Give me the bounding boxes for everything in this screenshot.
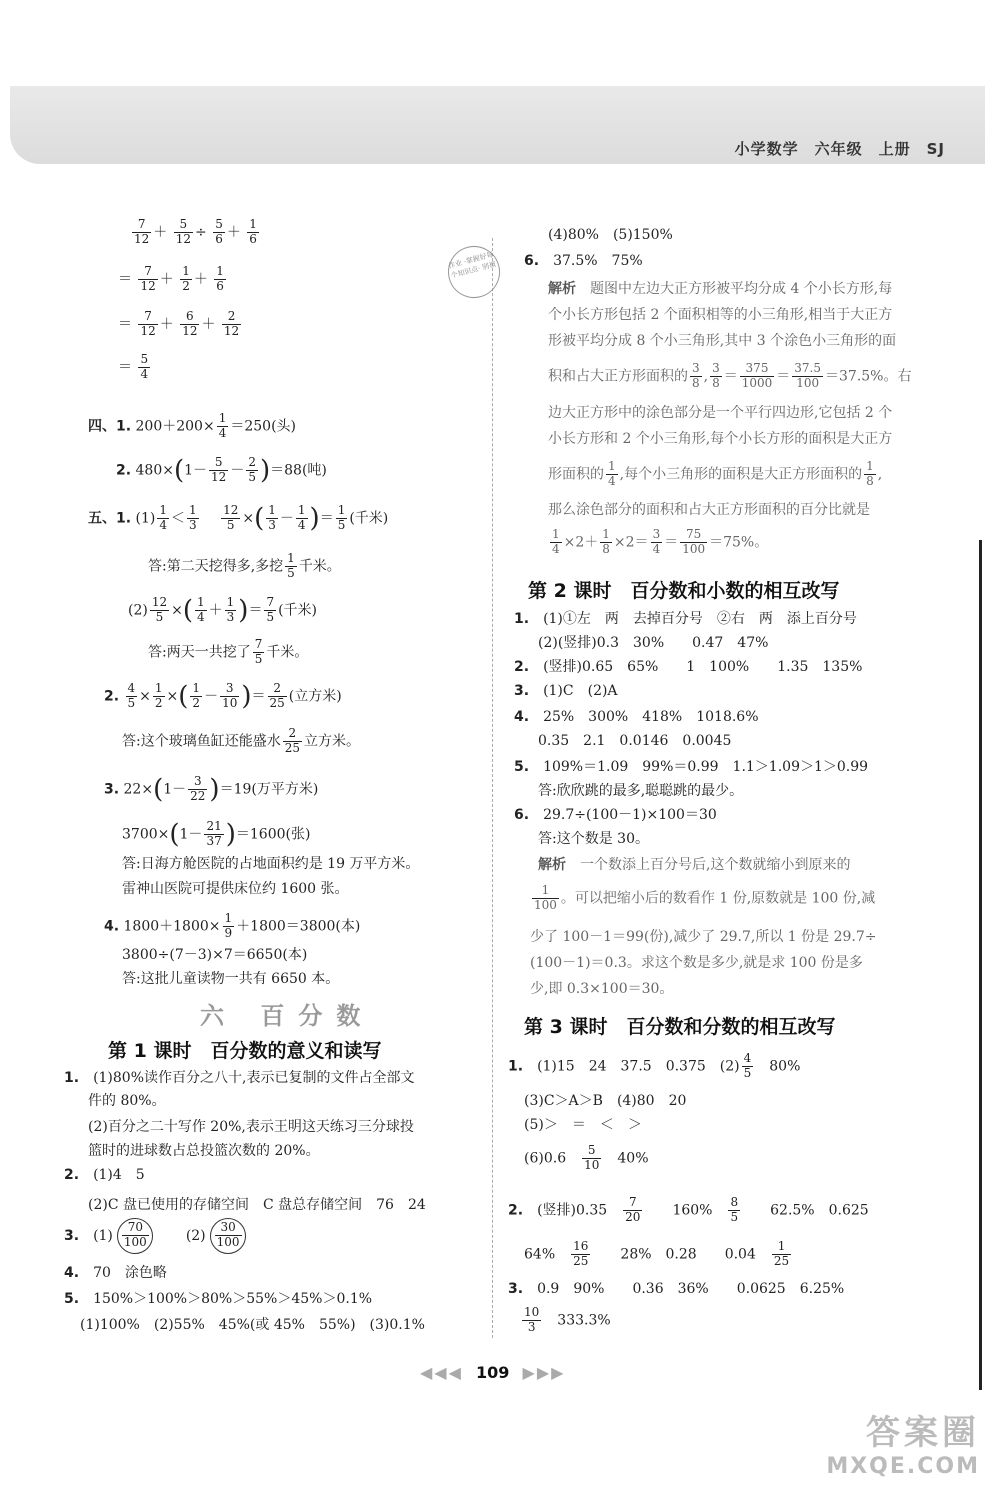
l2-q4-b: 0.35 2.1 0.0146 0.0045 <box>538 733 732 749</box>
r-q5-cont: (4)80% (5)150% <box>548 227 673 243</box>
l1-q1-a: 1. (1)80%读作百分之八十,表示已复制的文件占全部文 <box>64 1070 415 1086</box>
r-q6-analysis-9: $\frac{1}{4}$ ×2＋ $\frac{1}{8}$ ×2＝ $\frac{3}{4}$ ＝ $\frac{75}{100}$ ＝75%。 <box>552 527 769 556</box>
l2-q2: 2. (竖排)0.65 65% 1 100% 1.35 135% <box>514 659 863 675</box>
s5-q2-answer: 答:这个玻璃鱼缸还能盛水 $\frac{2}{25}$ 立方米。 <box>122 726 360 755</box>
l1-q1-b: 件的 80%。 <box>88 1093 166 1109</box>
lesson-1-title: 第 1 课时 百分数的意义和读写 <box>108 1040 382 1062</box>
s5-q3-b: 3700×(1－ $\frac{21}{37}$ )＝1600(张) <box>122 819 311 850</box>
r-q6-analysis-5: 边大正方形中的涂色部分是一个平行四边形,它包括 2 个 <box>548 405 893 421</box>
s5-q2: 2. $\frac{4}{5}$ × $\frac{1}{2}$ ×( $\frac{1}{2}$ － $\frac{3}{10}$ )＝ $\frac{2}{25}$ (立方米) <box>104 681 342 712</box>
s4-q2: 2. 480×(1－ $\frac{5}{12}$ － $\frac{2}{5}$ )＝88(吨) <box>116 455 327 486</box>
l2-q6-analysis-2: $\frac{1}{100}$ 。可以把缩小后的数看作 1 份,原数就是 100 份,减 <box>534 883 876 912</box>
right-arrows-icon: ▶▶▶ <box>522 1363 566 1382</box>
r-q6-analysis-7: 形面积的 $\frac{1}{4}$ ,每个小三角形的面积是大正方形面积的 $\frac{1}{8}$ , <box>548 459 883 488</box>
r-q6: 6. 37.5% 75% <box>524 253 643 269</box>
l1-q4: 4. 70 涂色略 <box>64 1265 167 1281</box>
s5-q3: 3. 22×(1－ $\frac{3}{22}$ )＝19(万平方米) <box>104 774 319 805</box>
l3-q2-a: 2. (竖排)0.35 $\frac{7}{20}$ 160% $\frac{8}{5}$ 62.5% 0.625 <box>508 1195 869 1224</box>
l3-q1-d: (5)＞ ＝ ＜ ＞ <box>524 1117 642 1133</box>
l3-q1-a: 1. (1)15 24 37.5 0.375 (2) $\frac{4}{5}$ 80% <box>508 1051 801 1080</box>
lesson-3-title: 第 3 课时 百分数和分数的相互改写 <box>524 1016 836 1038</box>
circled-fraction-1: $\frac{70}{100}$ <box>117 1218 153 1254</box>
l2-q6-a: 6. 29.7÷(100－1)×100＝30 <box>514 807 717 823</box>
calc-line-2: ＝ $\frac{7}{12}$ ＋ $\frac{1}{2}$ ＋ $\frac{1}{6}$ <box>118 264 224 293</box>
l2-q4-a: 4. 25% 300% 418% 1018.6% <box>514 709 759 725</box>
s5-q1-2: (2) $\frac{12}{5}$ ×( $\frac{1}{4}$ ＋ $\frac{1}{3}$ )＝ $\frac{7}{5}$ (千米) <box>128 595 318 626</box>
s5-q1-1: 五、1. (1) $\frac{1}{4}$ ＜ $\frac{1}{3}$ $\frac{12}{5}$ ×( $\frac{1}{3}$ － $\frac{1}{4}$ )＝ $\frac{1}{5}$ (千米) <box>88 503 389 534</box>
l3-q1-c: (3)C＞A＞B (4)80 20 <box>524 1093 687 1109</box>
l2-q6-analysis-5: 少,即 0.3×100＝30。 <box>530 981 674 997</box>
column-divider <box>492 238 493 1338</box>
r-q6-analysis-3: 形被平均分成 8 个小三角形,其中 3 个涂色小三角形的面 <box>548 333 897 349</box>
l3-q2-b: 64% $\frac{16}{25}$ 28% 0.28 0.04 $\frac{1}{25}$ <box>524 1239 790 1268</box>
l3-q3-a: 3. 0.9 90% 0.36 36% 0.0625 6.25% <box>508 1281 845 1297</box>
l1-q1-d: 篮时的进球数占总投篮次数的 20%。 <box>88 1143 320 1159</box>
calc-line-4: ＝ $\frac{5}{4}$ <box>118 352 149 381</box>
l2-q6-analysis-4: (100－1)＝0.3。求这个数是多少,就是求 100 份是多 <box>530 955 863 971</box>
s5-q1-answer: 答:第二天挖得多,多挖 $\frac{1}{5}$ 千米。 <box>148 551 341 580</box>
r-q6-analysis-8: 那么涂色部分的面积和占大正方形面积的百分比就是 <box>548 502 870 518</box>
l2-q6-analysis-3: 少了 100－1＝99(份),减少了 29.7,所以 1 份是 29.7÷ <box>530 929 877 945</box>
lesson-2-title: 第 2 课时 百分数和小数的相互改写 <box>528 580 840 602</box>
r-q6-analysis-6: 小长方形和 2 个小三角形,每个小长方形的面积是大正方 <box>548 431 893 447</box>
r-q6-analysis-1: 解析 题图中左边大正方形被平均分成 4 个小长方形,每 <box>548 281 893 297</box>
l1-q5-b: (1)100% (2)55% 45%(或 45% 55%) (3)0.1% <box>80 1317 425 1333</box>
s4-q1: 四、1. 200＋200× $\frac{1}{4}$ ＝250(头) <box>88 411 296 440</box>
unit-title: 六 百分数 <box>200 1002 375 1030</box>
s5-q4-b: 3800÷(7－3)×7＝6650(本) <box>122 947 308 963</box>
l2-q3: 3. (1)C (2)A <box>514 683 618 699</box>
l2-q1-b: (2)(竖排)0.3 30% 0.47 47% <box>538 635 769 651</box>
l2-q6-analysis-1: 解析 一个数添上百分号后,这个数就缩小到原来的 <box>538 857 851 873</box>
l1-q1-c: (2)百分之二十写作 20%,表示王明这天练习三分球投 <box>88 1119 414 1135</box>
l2-q5-a: 5. 109%＝1.09 99%＝0.99 1.1＞1.09＞1＞0.99 <box>514 759 869 775</box>
s5-q3-answer-1: 答:日海方舱医院的占地面积约是 19 万平方米。 <box>122 856 420 872</box>
l2-q6-b: 答:这个数是 30。 <box>538 831 649 847</box>
circled-fraction-2: $\frac{30}{100}$ <box>210 1218 246 1254</box>
s5-q4-answer: 答:这批儿童读物一共有 6650 本。 <box>122 971 340 987</box>
s5-q1-2-answer: 答:两天一共挖了 $\frac{7}{5}$ 千米。 <box>148 637 309 666</box>
l3-q3-b: $\frac{10}{3}$ 333.3% <box>524 1305 611 1334</box>
page-edge-line <box>979 540 982 1390</box>
l2-q1-a: 1. (1)①左 两 去掉百分号 ②右 两 添上百分号 <box>514 611 857 627</box>
r-q6-analysis-2: 个小长方形包括 2 个面积相等的小三角形,相当于大正方 <box>548 307 893 323</box>
l1-q5-a: 5. 150%＞100%＞80%＞55%＞45%＞0.1% <box>64 1291 373 1307</box>
l1-q3: 3. (1) $\frac{70}{100}$ (2) $\frac{30}{100}$ <box>64 1218 246 1254</box>
page-number: ◀◀◀ 109 ▶▶▶ <box>420 1363 566 1382</box>
s5-q4: 4. 1800＋1800× $\frac{1}{9}$ ＋1800＝3800(本) <box>104 911 361 940</box>
l2-q5-b: 答:欣欣跳的最多,聪聪跳的最少。 <box>538 783 744 799</box>
site-watermark: 答案圈 MXQE.COM <box>826 1413 980 1479</box>
r-q6-analysis-4: 积和占大正方形面积的 $\frac{3}{8}$ , $\frac{3}{8}$ ＝ $\frac{375}{1000}$ ＝ $\frac{37.5}{100}$ ＝37.5%。右 <box>548 361 912 390</box>
left-arrows-icon: ◀◀◀ <box>420 1363 463 1382</box>
l1-q2-b: (2)C 盘已使用的存储空间 C 盘总存储空间 76 24 <box>88 1197 426 1213</box>
l1-q2-a: 2. (1)4 5 <box>64 1167 145 1183</box>
stamp-seal: 作业 ·掌握好每个知识点· 别被 <box>442 240 506 304</box>
calc-line-1: $\frac{7}{12}$ ＋ $\frac{5}{12}$ ÷ $\frac{5}{6}$ ＋ $\frac{1}{6}$ <box>134 217 257 246</box>
l3-q1-e: (6)0.6 $\frac{5}{10}$ 40% <box>524 1143 649 1172</box>
calc-line-3: ＝ $\frac{7}{12}$ ＋ $\frac{6}{12}$ ＋ $\frac{2}{12}$ <box>118 309 240 338</box>
header-title: 小学数学 六年级 上册 SJ <box>734 140 945 158</box>
s5-q3-answer-2: 雷神山医院可提供床位约 1600 张。 <box>122 881 349 897</box>
